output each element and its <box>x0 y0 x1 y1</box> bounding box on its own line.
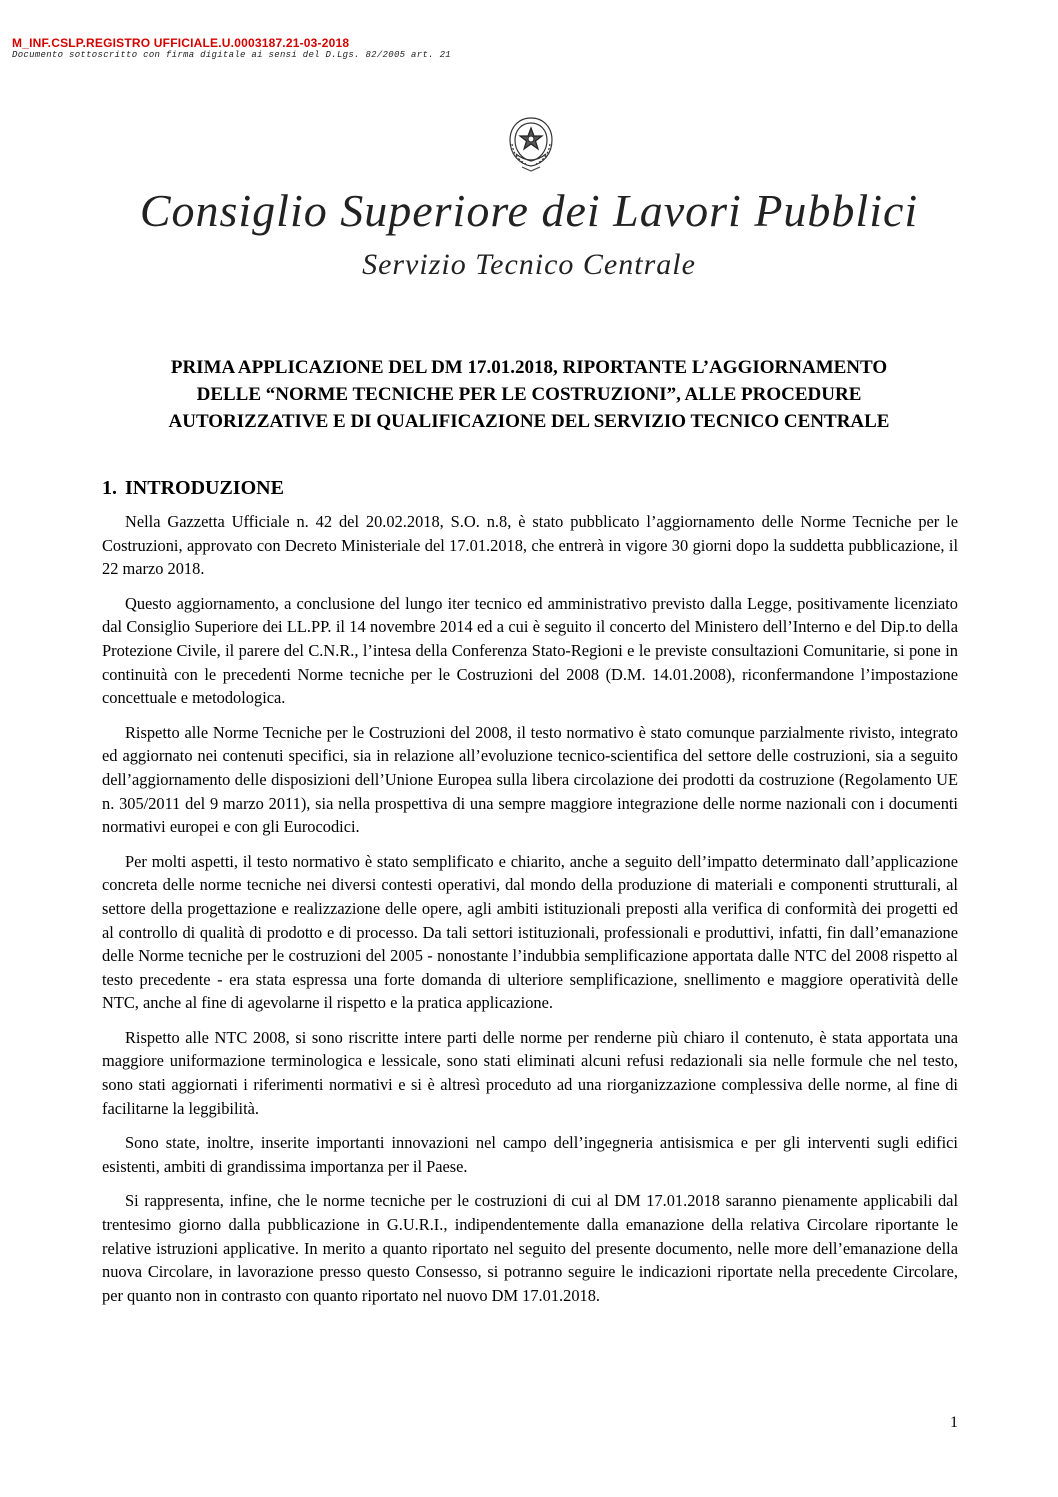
document-title-line: PRIMA APPLICAZIONE DEL DM 17.01.2018, RIPORTANTE L’AGGIORNAMENTO <box>170 357 888 378</box>
paragraph: Per molti aspetti, il testo normativo è stato semplificato e chiarito, anche a seguito dell’impatto determinato dall’applicazione concreta delle norme tecniche nei diversi contesti operativi, dal mondo della produzione di materiali e componenti strutturali, al settore della progettazione e realizzazione delle opere, agli ambiti istituzionali preposti alla verifica di conformità dei progetti ed al controllo di qualità di prodotto e di processo. Da tali settori istituzionali, professionali e produttivi, infatti, fin dall’emanazione delle Norme tecniche per le costruzioni del 2005 - nonostante l’indubbia semplificazione apportata dalle NTC del 2008 rispetto al testo precedente - era stata espressa una forte domanda di ulteriore semplificazione, snellimento e maggiore operatività delle NTC, anche al fine di agevolarne il rispetto e la pratica applicazione. <box>102 851 958 1013</box>
document-title-line: DELLE “NORME TECNICHE PER LE COSTRUZIONI”, ALLE PROCEDURE <box>196 384 862 405</box>
paragraph: Rispetto alle Norme Tecniche per le Costruzioni del 2008, il testo normativo è stato comunque parzialmente rivisto, integrato ed aggiornato nei contenuti specifici, sia in relazione all’evoluzione tecnico-scientifica del settore delle costruzioni, sia a seguito dell’aggiornamento delle disposizioni dell’Unione Europea sulla libera circolazione dei prodotti da costruzione (Regolamento UE n. 305/2011 del 9 marzo 2011), sia nella prospettiva di una sempre maggiore integrazione delle norme nazionali con i documenti normativi europei e con gli Eurocodici. <box>102 722 958 837</box>
organization-name: Consiglio Superiore dei Lavori Pubblici <box>139 185 919 236</box>
paragraph: Sono state, inoltre, inserite importanti innovazioni nel campo dell’ingegneria antisismica e per gli interventi sugli edifici esistenti, ambiti di grandissima importanza per il Paese. <box>102 1133 958 1176</box>
section-heading <box>102 477 284 500</box>
department-name: Servizio Tecnico Centrale <box>362 248 696 281</box>
protocol-registry-stamp: M_INF.CSLP.REGISTRO UFFICIALE.U.0003187.21-03-2018 <box>12 36 350 50</box>
paragraph: Si rappresenta, infine, che le norme tecniche per le costruzioni di cui al DM 17.01.2018 saranno pienamente applicabili dal trentesimo giorno dalla pubblicazione in G.U.R.I., indipendentemente dalla emanazione della relativa Circolare riportante le relative istruzioni applicative. In merito a quanto riportato nel seguito del presente documento, nelle more dell’emanazione della nuova Circolare, in lavorazione presso questo Consesso, si potranno seguire le indicazioni riportate nella precedente Circolare, per quanto non in contrasto con quanto riportato nel nuovo DM 17.01.2018. <box>102 1191 958 1305</box>
section-title: INTRODUZIONE <box>125 477 284 499</box>
section-number: 1. <box>102 477 117 499</box>
paragraph: Nella Gazzetta Ufficiale n. 42 del 20.02.2018, S.O. n.8, è stato pubblicato l’aggiornamento delle Norme Tecniche per le Costruzioni, approvato con Decreto Ministeriale del 17.01.2018, che entrerà in vigore 30 giorni dopo la suddetta pubblicazione, il 22 marzo 2018. <box>102 512 958 579</box>
document-title <box>80 354 978 435</box>
section-body <box>102 510 958 1318</box>
document-title-line: AUTORIZZATIVE E DI QUALIFICAZIONE DEL SERVIZIO TECNICO CENTRALE <box>168 411 890 432</box>
italian-republic-emblem-icon <box>504 114 558 174</box>
paragraph: Rispetto alle NTC 2008, si sono riscritte intere parti delle norme per renderne più chiaro il contenuto, è stata apportata una maggiore uniformazione terminologica e lessicale, sono stati eliminati alcuni refusi redazionali sia nelle formule che nel testo, sono stati aggiornati i riferimenti normativi e si è altresì proceduto ad una riorganizzazione complessiva delle norme, al fine di facilitarne la leggibilità. <box>102 1027 958 1118</box>
digital-signature-note: Documento sottoscritto con firma digitale ai sensi del D.Lgs. 82/2005 art. 21 <box>12 50 451 60</box>
paragraph: Questo aggiornamento, a conclusione del lungo iter tecnico ed amministrativo previsto dalla Legge, positivamente licenziato dal Consiglio Superiore dei LL.PP. il 14 novembre 2014 ed a cui è seguito il concerto del Ministero dell’Interno e del Dip.to della Protezione Civile, il parere del C.N.R., l’intesa della Conferenza Stato-Regioni e le previste consultazioni Comunitarie, si pone in continuità con le precedenti Norme tecniche per le Costruzioni del 2008 (D.M. 14.01.2008), riconfermandone l’impostazione concettuale e metodologica. <box>102 593 958 708</box>
page-number: 1 <box>950 1414 958 1431</box>
